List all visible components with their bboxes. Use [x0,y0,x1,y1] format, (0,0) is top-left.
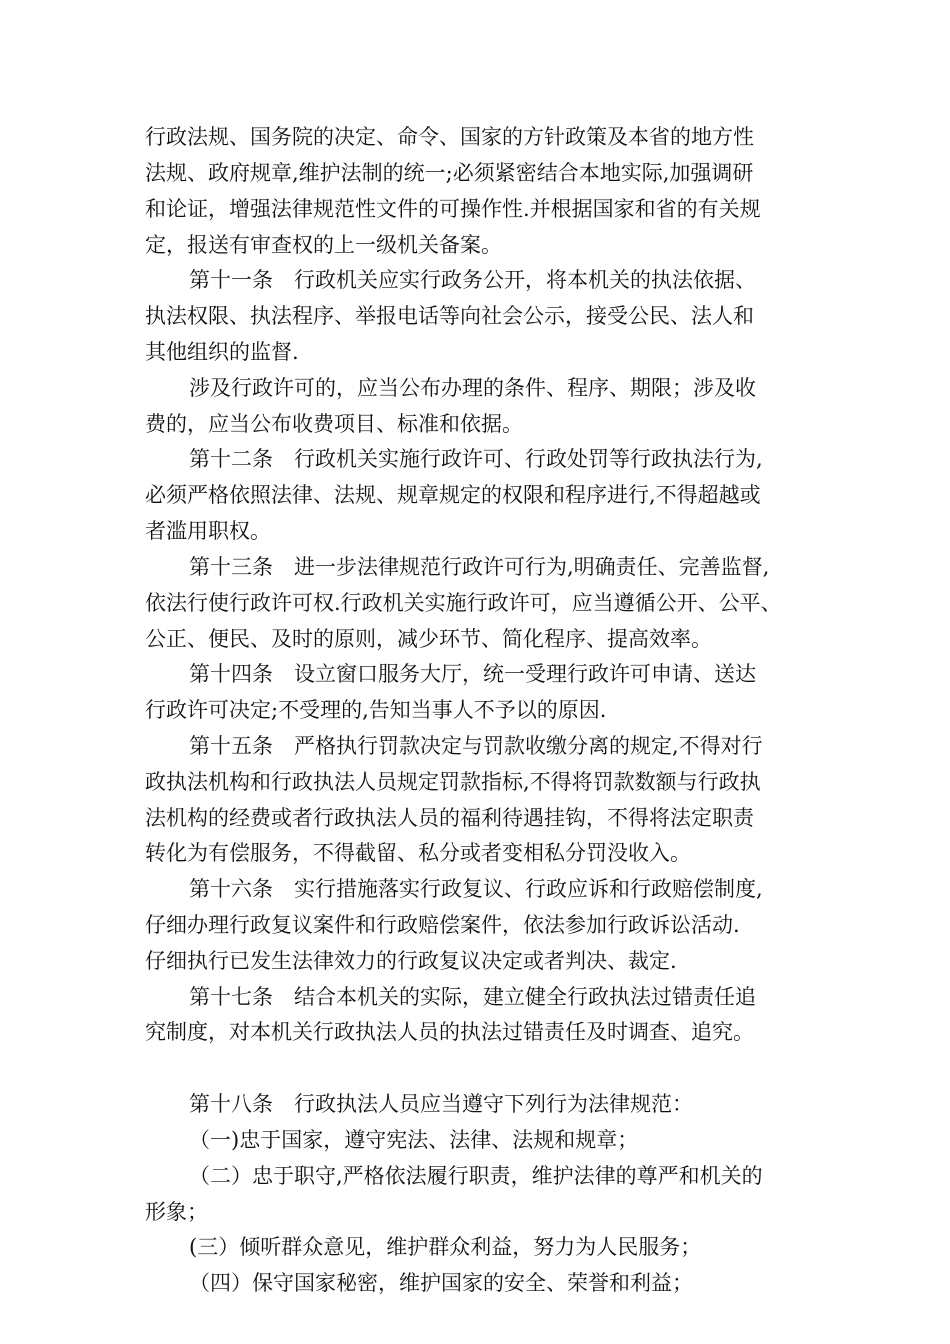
text-line: 执法权限、执法程序、举报电话等向社会公示，接受公民、法人和 [145,304,754,328]
text-line: 公正、便民、及时的原则，减少环节、简化程序、提高效率。 [145,627,712,651]
text-line: 仔细办理行政复议案件和行政赔偿案件，依法参加行政诉讼活动. [145,913,740,937]
article-11-heading-line: 第十一条 行政机关应实行政务公开，将本机关的执法依据、 [189,268,756,292]
text-line: 政执法机构和行政执法人员规定罚款指标,不得将罚款数额与行政执 [145,770,761,794]
article-12-heading-line: 第十二条 行政机关实施行政许可、行政处罚等行政执法行为, [189,447,763,471]
article-16-heading-line: 第十六条 实行措施落实行政复议、行政应诉和行政赔偿制度, [189,877,763,901]
list-item-2: （二）忠于职守,严格依法履行职责，维护法律的尊严和机关的 [189,1164,763,1188]
text-line: 转化为有偿服务，不得截留、私分或者变相私分罚没收入。 [145,841,691,865]
article-14-heading-line: 第十四条 设立窗口服务大厅，统一受理行政许可申请、送达 [189,662,756,686]
list-item-1: （一)忠于国家，遵守宪法、法律、法规和规章； [189,1128,639,1152]
text-line: 行政许可决定;不受理的,告知当事人不予以的原因. [145,698,607,722]
article-15-heading-line: 第十五条 严格执行罚款决定与罚款收缴分离的规定,不得对行 [189,734,763,758]
paragraph-first-line: 涉及行政许可的，应当公布办理的条件、程序、期限；涉及收 [189,376,756,400]
text-line: 其他组织的监督. [145,340,299,364]
text-line: 仔细执行已发生法律效力的行政复议决定或者判决、裁定. [145,949,677,973]
article-17-heading-line: 第十七条 结合本机关的实际，建立健全行政执法过错责任追 [189,985,756,1009]
text-line: 依法行使行政许可权.行政机关实施行政许可，应当遵循公开、公平、 [145,591,782,615]
text-line: 定，报送有审查权的上一级机关备案。 [145,233,502,257]
list-item-3: (三）倾听群众意见，维护群众利益，努力为人民服务； [189,1235,702,1259]
text-line: 行政法规、国务院的决定、命令、国家的方针政策及本省的地方性 [145,125,754,149]
text-line: 必须严格依照法律、法规、规章规定的权限和程序进行,不得超越或 [145,483,761,507]
list-item-4: （四）保守国家秘密，维护国家的安全、荣誉和利益； [189,1271,693,1295]
text-line: 和论证，增强法律规范性文件的可操作性.并根据国家和省的有关规 [145,197,761,221]
text-line: 形象； [145,1200,208,1224]
text-line: 者滥用职权。 [145,519,271,543]
text-line: 法机构的经费或者行政执法人员的福利待遇挂钩，不得将法定职责 [145,806,754,830]
article-13-heading-line: 第十三条 进一步法律规范行政许可行为,明确责任、完善监督, [189,555,770,579]
text-line: 法规、政府规章,维护法制的统一;必须紧密结合本地实际,加强调研 [145,161,754,185]
text-line: 究制度，对本机关行政执法人员的执法过错责任及时调查、追究。 [145,1020,754,1044]
text-line: 费的，应当公布收费项目、标准和依据。 [145,412,523,436]
article-18-heading-line: 第十八条 行政执法人员应当遵守下列行为法律规范： [189,1092,693,1116]
